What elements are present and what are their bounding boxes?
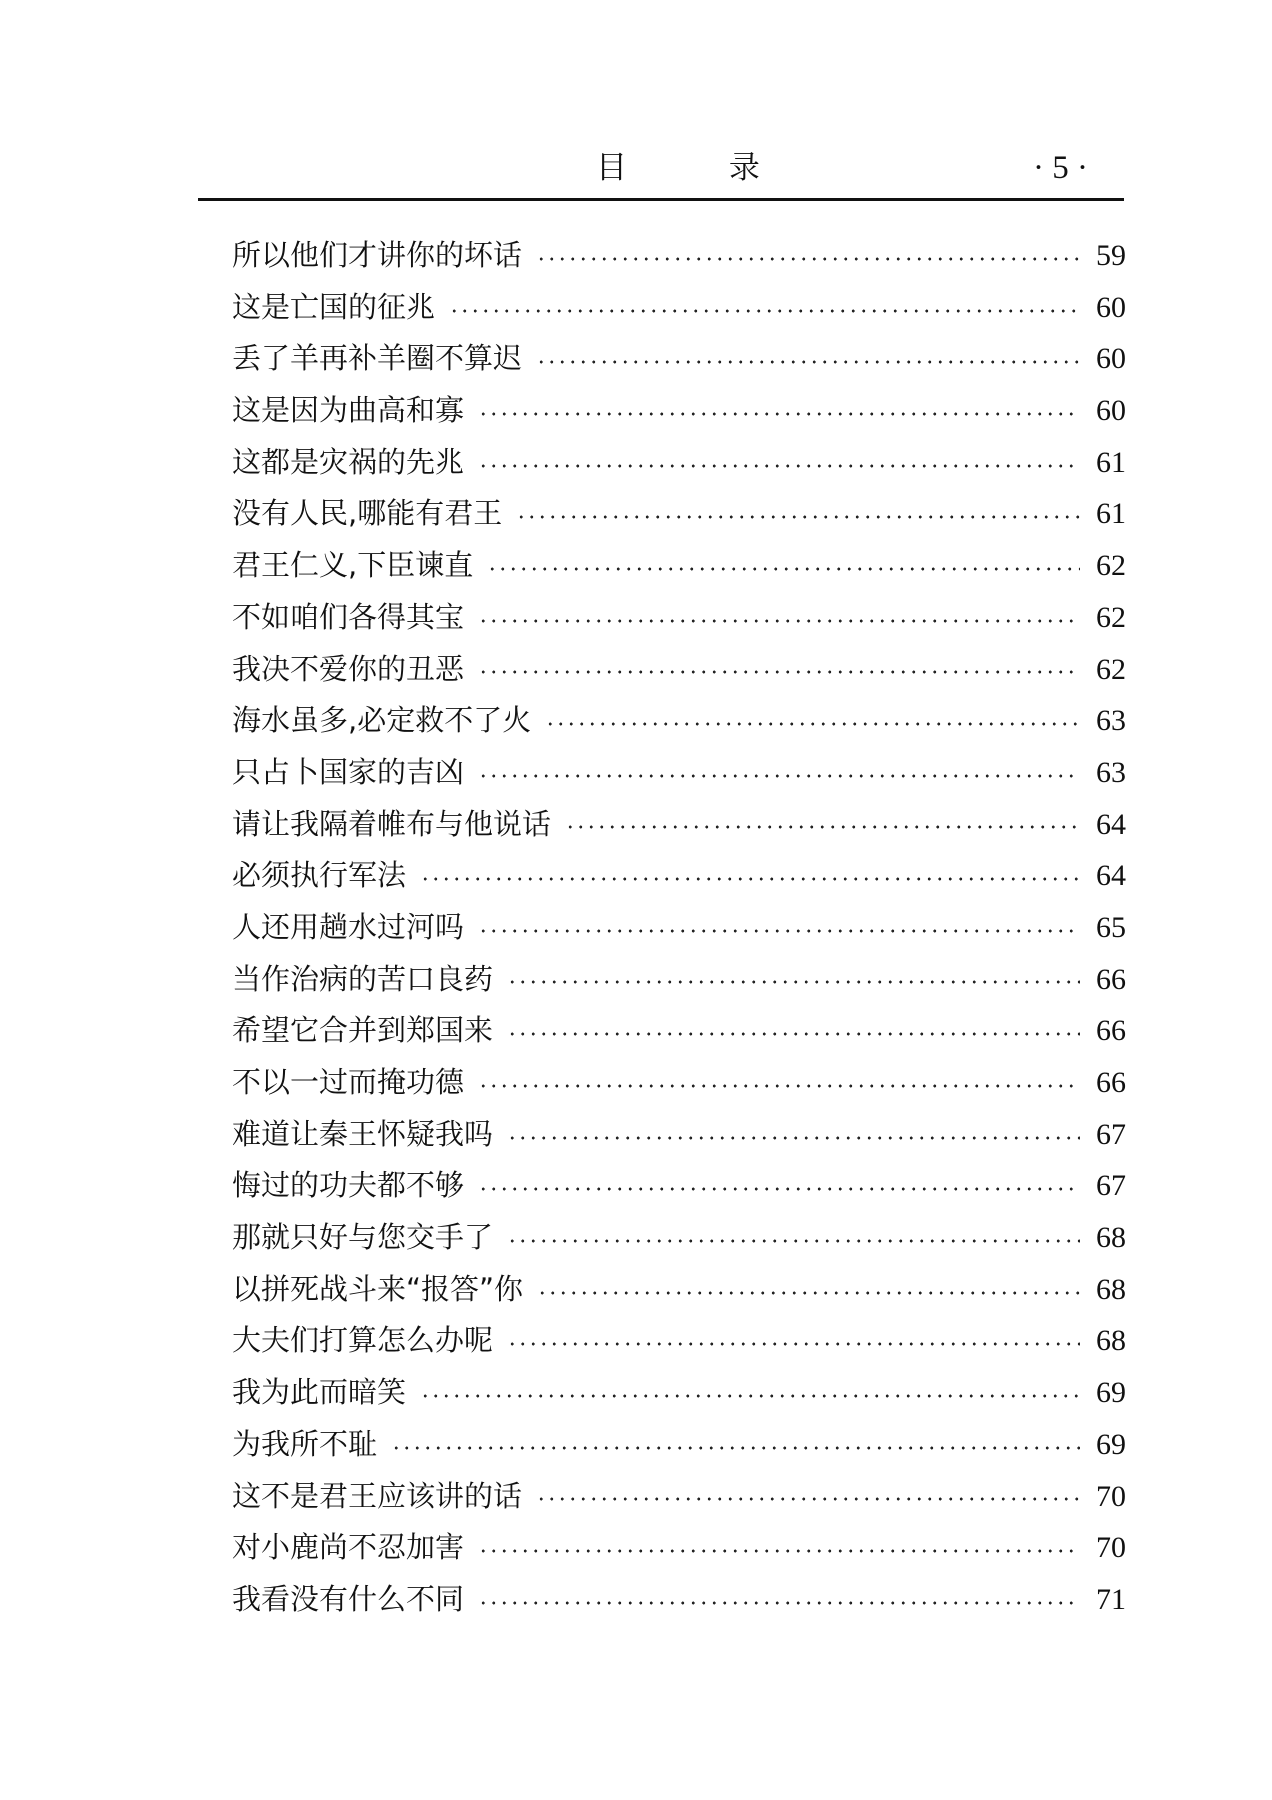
header-rule [198,198,1124,201]
toc-entry-page: 70 [1096,1479,1126,1513]
toc-entry-title: 这不是君王应该讲的话 [232,1478,523,1513]
toc-entry-page: 60 [1096,290,1126,324]
toc-entry-page: 59 [1096,239,1126,272]
dot-leader [478,412,1080,416]
toc-entry[interactable] [232,747,1126,799]
toc-entry-title: 对小鹿尚不忍加害 [232,1530,465,1565]
toc-entry-title: 只占卜国家的吉凶 [232,754,465,789]
toc-entry-title: 以拼死战斗来“报答”你 [232,1271,524,1306]
dot-leader [545,722,1080,726]
toc-entry[interactable] [232,1005,1126,1057]
toc-entry[interactable] [232,799,1126,851]
toc-entry-page: 68 [1096,1324,1126,1358]
dot-leader [478,1187,1080,1191]
toc-entry[interactable] [232,954,1126,1006]
dot-leader [478,1549,1080,1553]
dot-leader [536,1497,1080,1501]
toc-entry-page: 69 [1096,1427,1126,1461]
toc-entry-title: 人还用趟水过河吗 [232,909,465,944]
toc-entry-title: 为我所不耻 [232,1426,378,1461]
toc-entry-title: 请让我隔着帷布与他说话 [232,806,552,841]
toc-entry[interactable] [232,1264,1126,1316]
page-number: · 5 · [1033,150,1088,186]
dot-leader [536,360,1080,364]
toc-entry-title: 不如咱们各得其宝 [232,599,465,634]
toc-entry[interactable] [232,540,1126,592]
toc-entry-page: 66 [1096,1066,1126,1099]
toc-entry-page: 64 [1096,807,1126,841]
toc-entry-page: 60 [1096,394,1126,428]
toc-entry[interactable] [232,1419,1126,1471]
toc-entry-page: 63 [1096,704,1126,738]
toc-entry[interactable] [232,1315,1126,1367]
toc-entry-title: 丢了羊再补羊圈不算迟 [232,341,523,376]
toc-entry[interactable] [232,644,1126,696]
dot-leader [478,929,1080,933]
toc-entry-page: 65 [1096,910,1126,944]
toc-entry[interactable] [232,1160,1126,1212]
toc-entry-title: 这是亡国的征兆 [232,289,436,324]
table-of-contents [232,230,1126,1626]
toc-entry-page: 67 [1096,1117,1126,1151]
toc-entry[interactable] [232,1522,1126,1574]
toc-entry[interactable] [232,282,1126,334]
toc-entry-title: 当作治病的苦口良药 [232,961,494,996]
toc-entry-title: 我决不爱你的丑恶 [232,651,465,686]
toc-entry-page: 66 [1096,962,1126,996]
toc-entry-page: 61 [1096,497,1126,531]
toc-entry[interactable] [232,1367,1126,1419]
dot-leader [478,1601,1080,1605]
dot-leader [507,1342,1080,1346]
page-header [198,142,1124,194]
toc-entry-title: 难道让秦王怀疑我吗 [232,1116,494,1151]
toc-entry[interactable] [232,1057,1126,1109]
dot-leader [420,1394,1080,1398]
dot-leader [507,1136,1080,1140]
toc-entry-title: 我看没有什么不同 [232,1581,465,1616]
toc-entry[interactable] [232,488,1126,540]
dot-leader [478,464,1080,468]
toc-entry-title: 悔过的功夫都不够 [232,1168,465,1203]
dot-leader [507,980,1080,984]
toc-entry[interactable] [232,695,1126,747]
dot-leader [478,619,1080,623]
toc-entry-title: 所以他们才讲你的坏话 [232,238,523,272]
dot-leader [478,670,1080,674]
toc-entry[interactable] [232,437,1126,489]
toc-entry-page: 71 [1096,1582,1126,1616]
dot-leader [420,877,1080,881]
toc-entry[interactable] [232,333,1126,385]
toc-entry[interactable] [232,1574,1126,1626]
toc-entry[interactable] [232,902,1126,954]
toc-entry-page: 68 [1096,1221,1126,1255]
toc-entry-title: 我为此而暗笑 [232,1375,407,1410]
toc-entry-page: 68 [1096,1272,1126,1306]
dot-leader [507,1032,1080,1036]
toc-entry-title: 君王仁义,下臣谏直 [232,548,474,583]
toc-entry-title: 海水虽多,必定救不了火 [232,703,532,738]
toc-entry[interactable] [232,385,1126,437]
dot-leader [536,257,1080,261]
toc-entry-page: 60 [1096,342,1126,376]
toc-entry-page: 70 [1096,1531,1126,1565]
toc-entry-page: 69 [1096,1376,1126,1410]
toc-entry-title: 这都是灾祸的先兆 [232,444,465,479]
toc-entry-page: 63 [1096,755,1126,789]
toc-entry-title: 必须执行军法 [232,858,407,893]
toc-entry-title: 希望它合并到郑国来 [232,1013,494,1048]
dot-leader [478,774,1080,778]
page-title: 目 录 [596,150,806,186]
toc-entry-title: 没有人民,哪能有君王 [232,496,503,531]
toc-entry-title: 这是因为曲高和寡 [232,393,465,428]
toc-entry-page: 67 [1096,1169,1126,1203]
toc-entry-page: 61 [1096,445,1126,479]
toc-entry[interactable] [232,1109,1126,1161]
toc-entry-page: 66 [1096,1014,1126,1048]
toc-entry[interactable] [232,1471,1126,1523]
dot-leader [537,1291,1080,1295]
dot-leader [449,309,1080,313]
dot-leader [507,1239,1080,1243]
toc-entry[interactable] [232,1212,1126,1264]
toc-entry[interactable] [232,230,1126,282]
toc-entry-page: 64 [1096,859,1126,893]
dot-leader [487,567,1080,571]
dot-leader [478,1084,1080,1088]
toc-entry-title: 大夫们打算怎么办呢 [232,1323,494,1358]
toc-entry-title: 那就只好与您交手了 [232,1220,494,1255]
dot-leader [565,825,1080,829]
toc-entry-page: 62 [1096,549,1126,583]
dot-leader [516,515,1080,519]
dot-leader [391,1446,1080,1450]
toc-entry-page: 62 [1096,652,1126,686]
toc-entry[interactable] [232,850,1126,902]
toc-entry-title: 不以一过而掩功德 [232,1065,465,1099]
toc-entry-page: 62 [1096,600,1126,634]
toc-entry[interactable] [232,592,1126,644]
